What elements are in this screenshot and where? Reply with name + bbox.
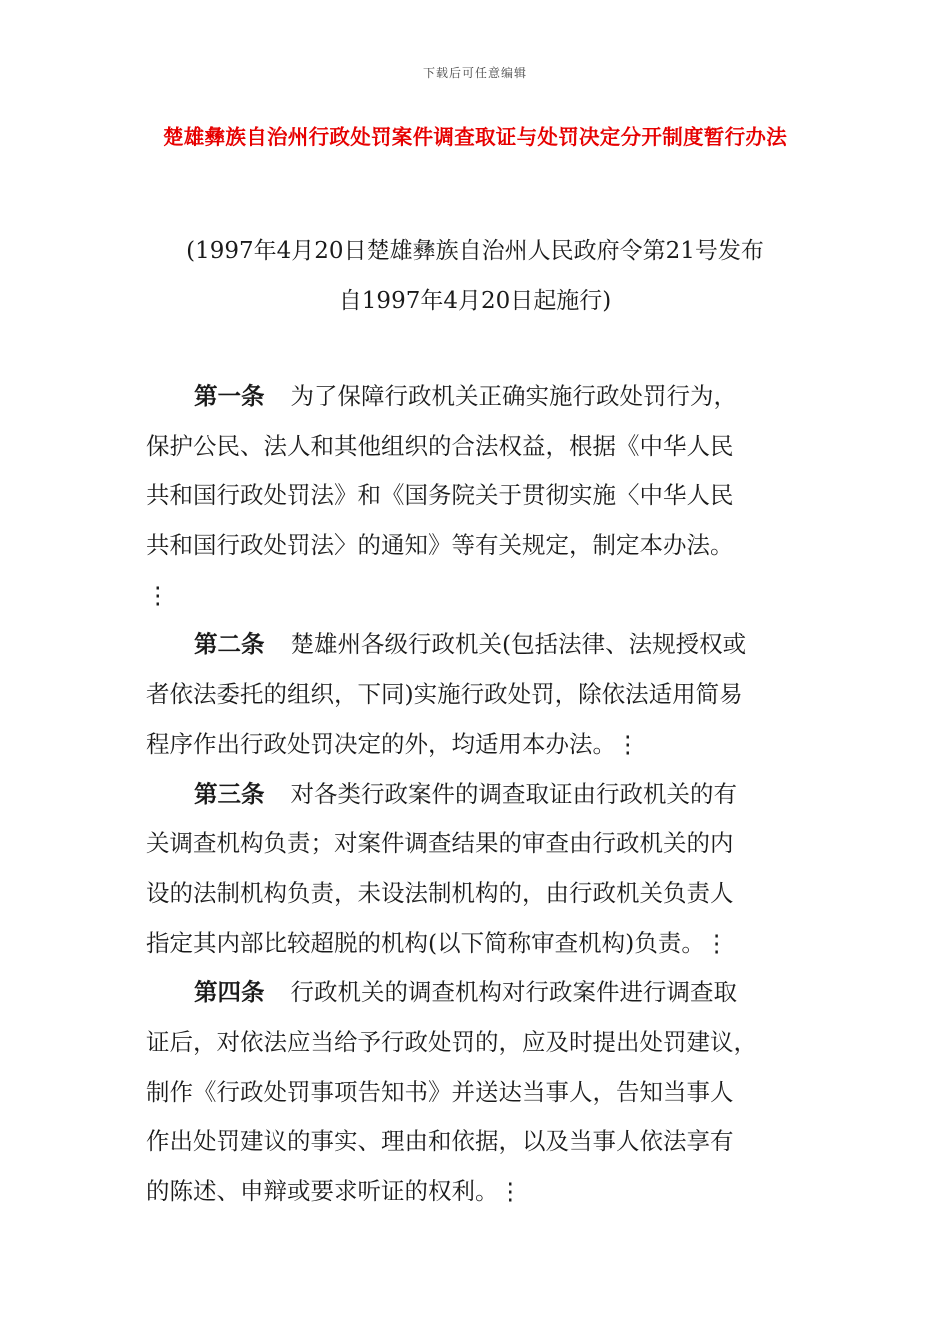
- article-1-heading: 第一条: [194, 382, 265, 410]
- article-1-line: 共和国行政处罚法〉的通知》等有关规定，制定本办法。: [146, 531, 734, 560]
- document-title: 楚雄彝族自治州行政处罚案件调查取证与处罚决定分开制度暂行办法: [163, 125, 787, 149]
- article-3-text: 对各类行政案件的调查取证由行政机关的有: [290, 779, 737, 808]
- article-3-line: 指定其内部比较超脱的机构(以下简称审查机构)负责。⋮: [146, 928, 729, 957]
- article-1-line: 共和国行政处罚法》和《国务院关于贯彻实施〈中华人民: [146, 481, 734, 510]
- article-1-text: 为了保障行政机关正确实施行政处罚行为，: [290, 382, 737, 410]
- article-4-line: 证后，对依法应当给予行政处罚的，应及时提出处罚建议，: [146, 1027, 757, 1056]
- article-1-first-line: [146, 372, 806, 422]
- issuance-line-1: (1997年4月20日楚雄彝族自治州人民政府令第21号发布: [186, 238, 764, 264]
- article-3-line: 设的法制机构负责，未设法制机构的，由行政机关负责人: [146, 878, 734, 907]
- document-body: [146, 372, 806, 1217]
- article-4-line: 作出处罚建议的事实、理由和依据，以及当事人依法享有: [146, 1127, 734, 1156]
- article-3-heading: 第三条: [194, 779, 265, 808]
- issuance-line-2: 自1997年4月20日起施行): [338, 288, 612, 314]
- article-2-heading: 第二条: [194, 630, 265, 659]
- article-1-line: ⋮: [146, 580, 170, 609]
- article-2-line: 者依法委托的组织，下同)实施行政处罚，除依法适用简易: [146, 680, 743, 709]
- article-4-first-line: [146, 968, 806, 1018]
- article-2-text: 楚雄州各级行政机关(包括法律、法规授权或: [290, 630, 747, 659]
- article-4-text: 行政机关的调查机构对行政案件进行调查取: [290, 978, 737, 1007]
- article-2-first-line: [146, 620, 806, 670]
- article-1-line: 保护公民、法人和其他组织的合法权益，根据《中华人民: [146, 431, 734, 460]
- article-3-line: 关调查机构负责；对案件调查结果的审查由行政机关的内: [146, 829, 734, 858]
- article-3-first-line: [146, 770, 806, 820]
- article-4-line: 的陈述、申辩或要求听证的权利。⋮: [146, 1177, 522, 1205]
- article-2-line: 程序作出行政处罚决定的外，均适用本办法。⋮: [146, 729, 640, 758]
- header-note: 下载后可任意编辑: [422, 66, 527, 80]
- issuance-note: [130, 226, 820, 326]
- article-4-line: 制作《行政处罚事项告知书》并送达当事人，告知当事人: [146, 1077, 734, 1106]
- article-4-heading: 第四条: [194, 978, 265, 1007]
